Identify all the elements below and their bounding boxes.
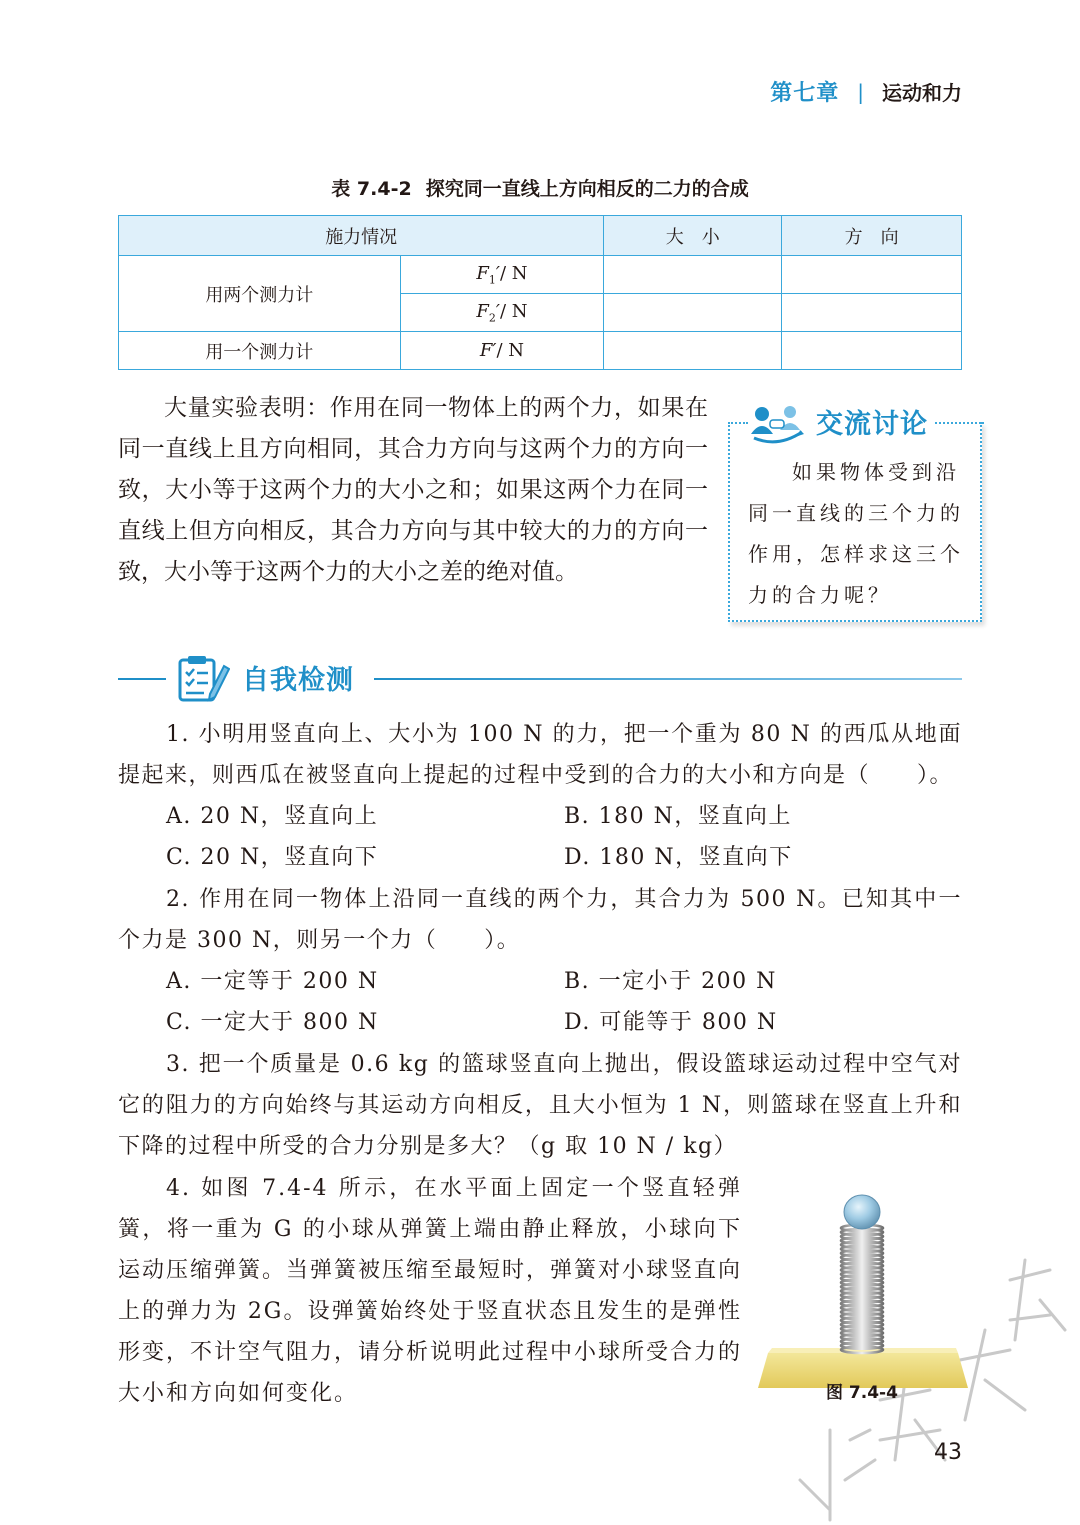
header-magnitude: 大 小 [604, 216, 782, 256]
chapter-subject: 运动和力 [882, 81, 962, 105]
conclusion-paragraph: 大量实验表明：作用在同一物体上的两个力，如果在同一直线上且方向相同，其合力方向与这两个力的方向一致，大小等于这两个力的大小之和；如果这两个力在同一直线上但方向相反，其合力方向与其中较大的力的方向一致，大小等于这两个力的大小之差的绝对值。 [118, 395, 708, 585]
discussion-text: 如果物体受到沿同一直线的三个力的作用，怎样求这三个力的合力呢？ [748, 460, 964, 607]
checklist-pencil-icon [174, 650, 230, 706]
header-direction: 方 向 [782, 216, 962, 256]
cell-f1-magnitude [604, 256, 782, 294]
self-check-title: 自我检测 [242, 665, 354, 696]
discussion-title: 交流讨论 [816, 402, 934, 441]
option-b: B. 180 N，竖直向上 [564, 804, 792, 829]
option-d: D. 180 N，竖直向下 [564, 845, 793, 870]
table-header-row [119, 216, 962, 256]
cell-f1: $F_1'/$ N [400, 256, 604, 294]
option-a: A. 一定等于 200 N [166, 969, 379, 994]
header-separator: | [857, 79, 864, 104]
cell-f2-magnitude [604, 294, 782, 332]
table-row [119, 256, 962, 294]
cell-f-magnitude [604, 332, 782, 370]
option-d: D. 可能等于 800 N [564, 1010, 778, 1035]
table-title: 探究同一直线上方向相反的二力的合成 [425, 178, 749, 200]
option-c: C. 20 N，竖直向下 [166, 845, 379, 870]
question-1 [118, 714, 962, 878]
header-force-condition: 施力情况 [119, 216, 604, 256]
discussion-box [728, 400, 984, 624]
question-3 [118, 1044, 962, 1167]
option-a: A. 20 N，竖直向上 [166, 804, 379, 829]
cell-f2-direction [782, 294, 962, 332]
cell-f: F′/ N [400, 332, 604, 370]
question-4-stem: 4. 如图 7.4-4 所示，在水平面上固定一个竖直轻弹簧，将一重为 G 的小球从弹簧上端由静止释放，小球向下运动压缩弹簧。当弹簧被压缩至最短时，弹簧对小球竖直向上的弹力为 2G。设弹簧始终处于竖直状态且发生的是弹性形变，不计空气阻力，请分析说明此过程中小球所受合力的大小和方向如何变化。 [118, 1176, 743, 1406]
discussion-people-icon [748, 400, 810, 446]
cell-two-meters: 用两个测力计 [119, 256, 401, 332]
figure-caption: 图 7.4-4 [826, 1383, 898, 1403]
question-1-stem: 1. 小明用竖直向上、大小为 100 N 的力，把一个重为 80 N 的西瓜从地面提起来，则西瓜在被竖直向上提起的过程中受到的合力的大小和方向是（ ）。 [118, 722, 962, 788]
question-1-options [118, 796, 962, 878]
option-c: C. 一定大于 800 N [166, 1010, 379, 1035]
question-2-stem: 2. 作用在同一物体上沿同一直线的两个力，其合力为 500 N。已知其中一个力是 300 N，则另一个力（ ）。 [118, 887, 962, 953]
cell-one-meter: 用一个测力计 [119, 332, 401, 370]
spring-ball-figure [758, 1188, 968, 1408]
table-row [119, 332, 962, 370]
cell-f2: $F_2'/$ N [400, 294, 604, 332]
chapter-label: 第七章 [770, 81, 840, 106]
option-b: B. 一定小于 200 N [564, 969, 777, 994]
table-number: 表 7.4-2 [331, 178, 412, 200]
question-2-options [118, 961, 962, 1043]
page-header [770, 76, 962, 107]
cell-f1-direction [782, 256, 962, 294]
page-number: 43 [934, 1440, 962, 1465]
table-caption [0, 174, 1080, 201]
question-3-stem: 3. 把一个质量是 0.6 kg 的篮球竖直向上抛出，假设篮球运动过程中空气对它的阻力的方向始终与其运动方向相反，且大小恒为 1 N，则篮球在竖直上升和下降的过程中所受的合力分别是多大？（g 取 10 N / kg） [118, 1052, 962, 1159]
experiment-table [118, 215, 962, 370]
cell-f-direction [782, 332, 962, 370]
self-check-section-header [118, 648, 962, 710]
question-2 [118, 879, 962, 1043]
